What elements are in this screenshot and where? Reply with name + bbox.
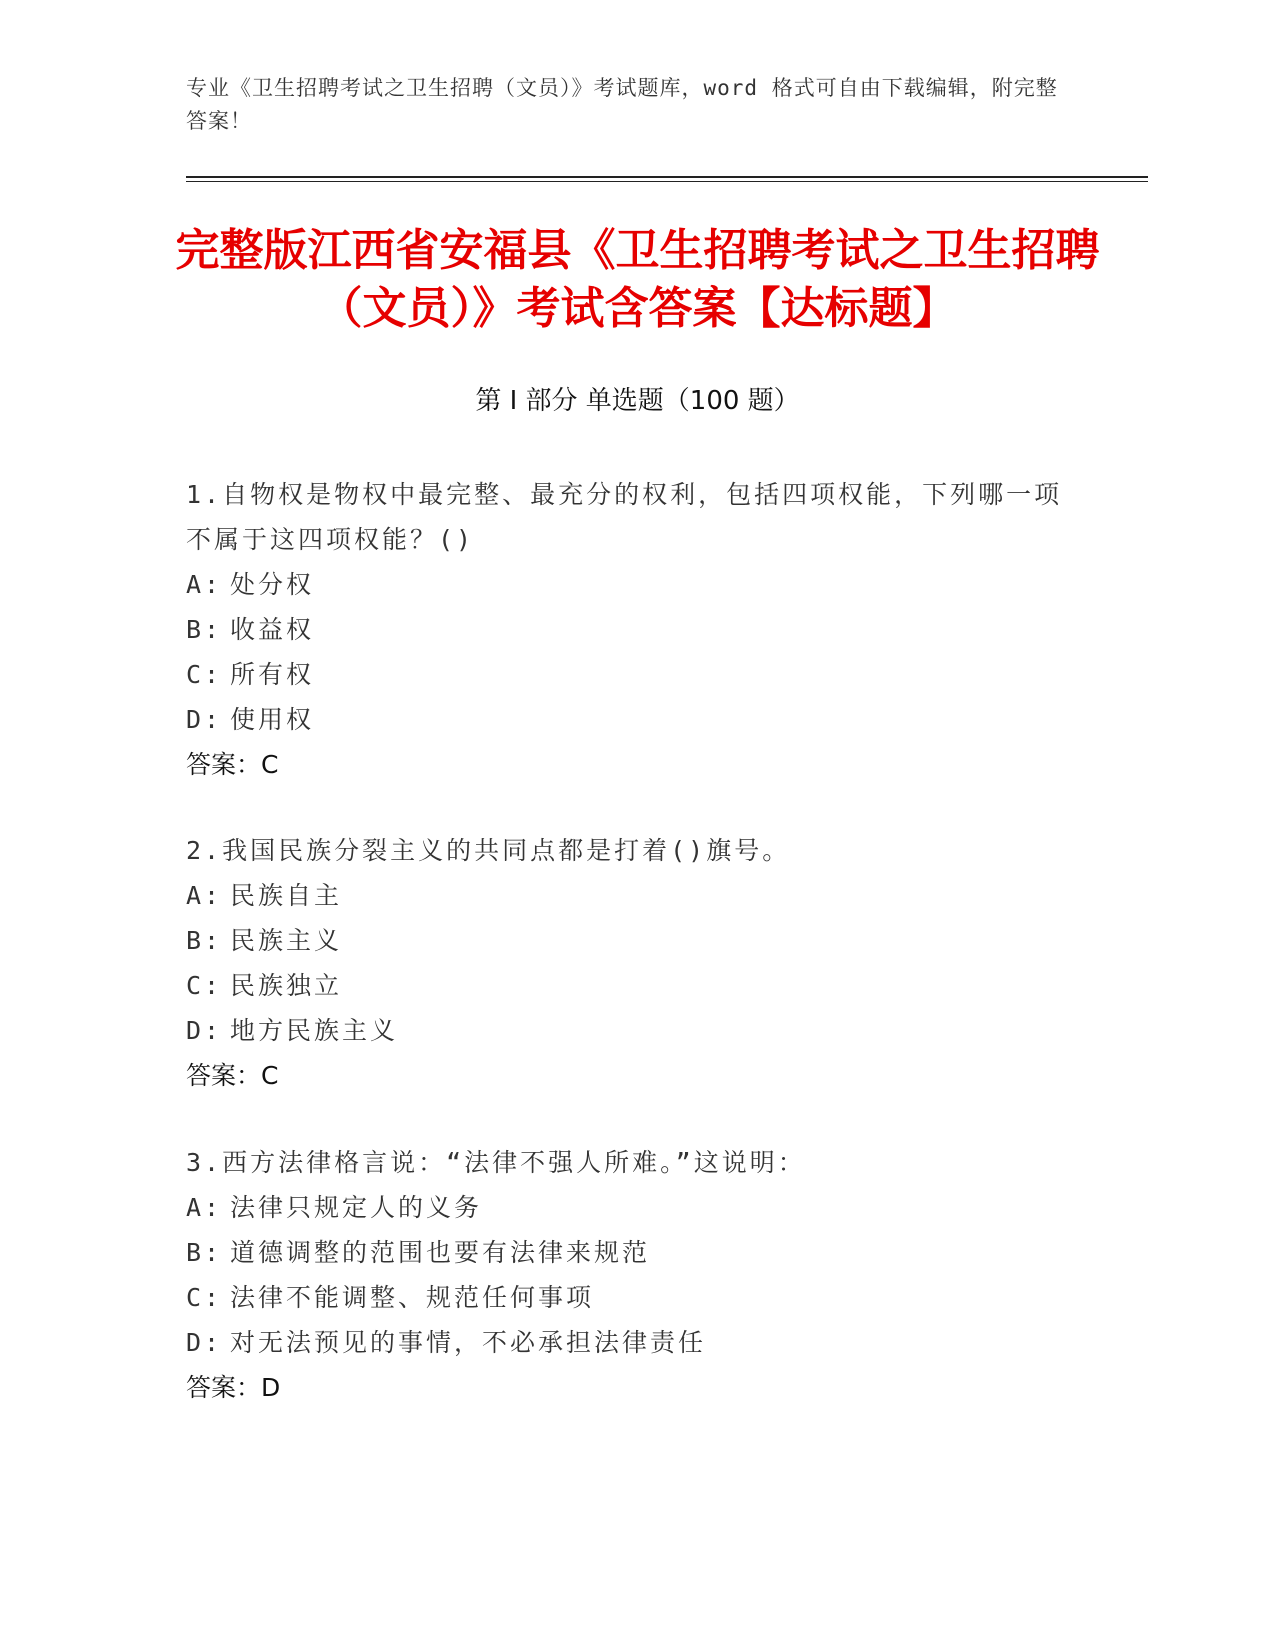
answer-label: 答案：: [186, 1061, 262, 1090]
option-d: [186, 1008, 1066, 1053]
question-stem: 1.自物权是物权中最完整、最充分的权利，包括四项权能，下列哪一项不属于这四项权能？(): [186, 480, 1063, 554]
option-text: 民族独立: [230, 971, 343, 1000]
option-c: [186, 1275, 1066, 1320]
answer-value: C: [261, 1061, 279, 1090]
option-text: 民族主义: [230, 926, 343, 955]
option-c: [186, 652, 1066, 697]
answer-label: 答案：: [186, 750, 262, 779]
option-letter: B:: [186, 1238, 223, 1267]
option-text: 收益权: [230, 615, 315, 644]
answer-line: [186, 742, 1066, 788]
option-letter: C:: [186, 971, 223, 1000]
option-text: 民族自主: [230, 881, 343, 910]
option-c: [186, 963, 1066, 1008]
option-text: 处分权: [230, 570, 315, 599]
option-a: [186, 562, 1066, 607]
option-text: 法律不能调整、规范任何事项: [230, 1283, 595, 1312]
answer-value: C: [261, 750, 279, 779]
option-a: [186, 873, 1066, 918]
option-letter: D:: [186, 705, 223, 734]
question-2: [186, 828, 1066, 1099]
option-letter: C:: [186, 1283, 223, 1312]
header-note: 专业《卫生招聘考试之卫生招聘（文员）》考试题库，word 格式可自由下载编辑，附完整答案！: [186, 76, 1058, 133]
option-b: [186, 1230, 1066, 1275]
option-letter: D:: [186, 1328, 223, 1357]
option-text: 对无法预见的事情，不必承担法律责任: [230, 1328, 707, 1357]
question-3: [186, 1140, 1066, 1411]
section-title: 第 I 部分 单选题（100 题）: [475, 386, 800, 416]
option-b: [186, 607, 1066, 652]
option-text: 法律只规定人的义务: [230, 1193, 483, 1222]
option-d: [186, 697, 1066, 742]
answer-line: [186, 1365, 1066, 1411]
answer-value: D: [261, 1373, 281, 1402]
option-a: [186, 1185, 1066, 1230]
document-title: 完整版江西省安福县《卫生招聘考试之卫生招聘（文员）》考试含答案【达标题】: [175, 225, 1100, 334]
header-divider-thin: [186, 181, 1148, 182]
option-letter: D:: [186, 1016, 223, 1045]
option-letter: A:: [186, 881, 223, 910]
option-b: [186, 918, 1066, 963]
option-d: [186, 1320, 1066, 1365]
option-letter: A:: [186, 1193, 223, 1222]
question-stem: 2.我国民族分裂主义的共同点都是打着()旗号。: [186, 836, 791, 865]
option-letter: B:: [186, 615, 223, 644]
answer-label: 答案：: [186, 1373, 262, 1402]
option-text: 使用权: [230, 705, 315, 734]
option-text: 道德调整的范围也要有法律来规范: [230, 1238, 651, 1267]
option-letter: A:: [186, 570, 223, 599]
option-text: 所有权: [230, 660, 315, 689]
option-letter: C:: [186, 660, 223, 689]
header-divider-thick: [186, 176, 1148, 178]
question-stem: 3.西方法律格言说：“法律不强人所难。”这说明：: [186, 1148, 806, 1177]
answer-line: [186, 1053, 1066, 1099]
option-text: 地方民族主义: [230, 1016, 399, 1045]
option-letter: B:: [186, 926, 223, 955]
question-1: [186, 472, 1066, 788]
